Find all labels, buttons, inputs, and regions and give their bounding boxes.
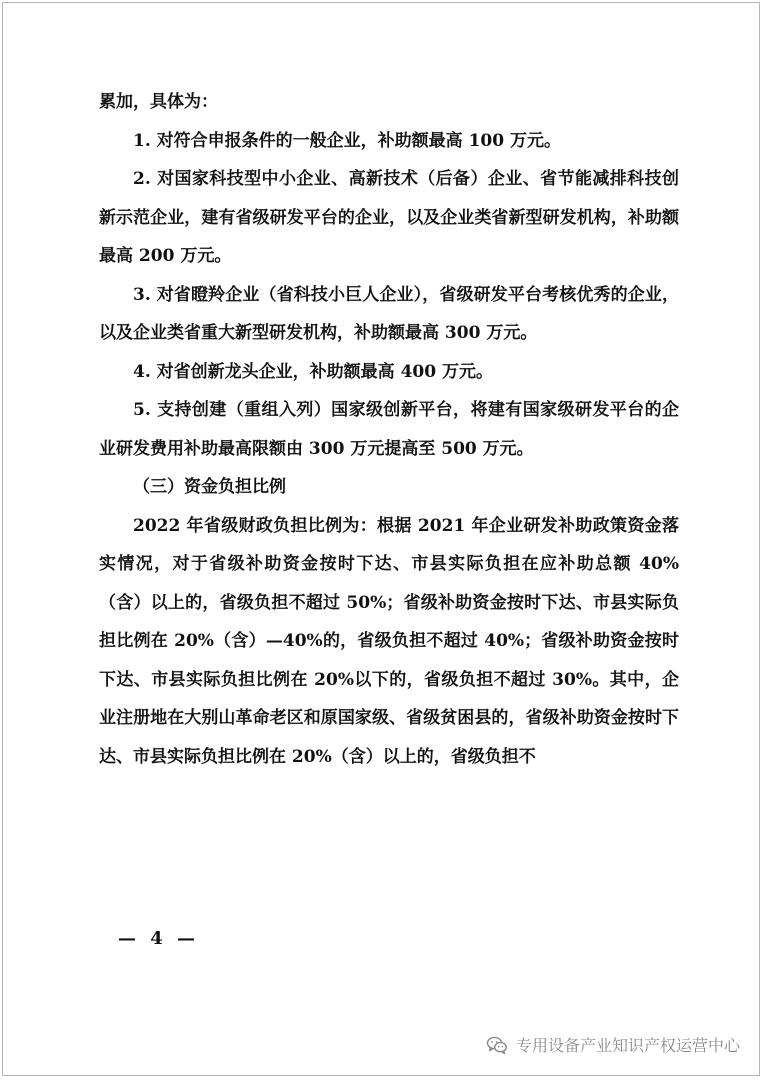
page-number: — 4 —	[118, 928, 200, 949]
wechat-icon	[486, 1035, 508, 1055]
paragraph-item-3: 3. 对省瞪羚企业（省科技小巨人企业），省级研发平台考核优秀的企业，以及企业类省重大新型研发机构，补助额最高 300 万元。	[99, 284, 679, 343]
watermark-text: 专用设备产业知识产权运营中心	[515, 1036, 740, 1055]
paragraph-continuation: 累加，具体为：	[99, 92, 218, 112]
watermark	[486, 1033, 740, 1056]
paragraph-item-5: 5. 支持创建（重组入列）国家级创新平台，将建有国家级研发平台的企业研发费用补助最高限额由 300 万元提高至 500 万元。	[99, 400, 679, 459]
paragraph-item-2: 2. 对国家科技型中小企业、高新技术（后备）企业、省节能减排科技创新示范企业，建有省级研发平台的企业，以及企业类省新型研发机构，补助额最高 200 万元。	[99, 169, 679, 266]
document-page	[2, 2, 760, 1076]
document-body	[99, 83, 679, 776]
paragraph-item-4: 4. 对省创新龙头企业，补助额最高 400 万元。	[133, 361, 493, 382]
section-heading: （三）资金负担比例	[133, 477, 286, 497]
paragraph-funding-ratio: 2022 年省级财政负担比例为：根据 2021 年企业研发补助政策资金落实情况，对于省级补助资金按时下达、市县实际负担在应补助总额 40%（含）以上的，省级负担不超过 50%；省级补助资金按时下达、市县实际负担比例在 20%（含）—40%的，省级负担不超过 40%；省级补助资金按时下达、市县实际负担比例在 20%以下的，省级负担不超过 30%。其中，企业注册地在大别山革命老区和原国家级、省级贫困县的，省级补助资金按时下达、市县实际负担比例在 20%（含）以上的，省级负担不	[99, 515, 679, 767]
paragraph-item-1: 1. 对符合申报条件的一般企业，补助额最高 100 万元。	[133, 130, 561, 151]
